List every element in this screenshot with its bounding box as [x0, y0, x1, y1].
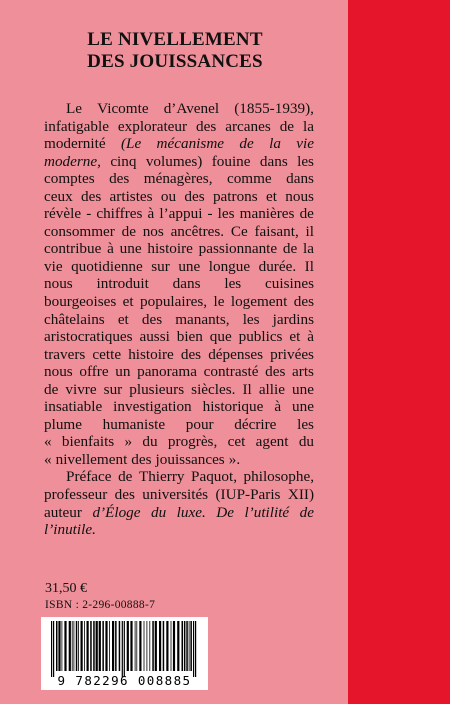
- barcode-guard-bar: [51, 621, 52, 677]
- blurb-word: la: [303, 117, 314, 135]
- blurb-word: le: [213, 293, 225, 311]
- blurb-word: De: [216, 503, 234, 521]
- blurb-line: [44, 275, 314, 293]
- barcode-bar: [76, 621, 78, 671]
- title-line-1: LE NIVELLEMENT: [87, 29, 263, 50]
- blurb-word: de: [118, 468, 133, 486]
- blurb-word: fouine: [211, 152, 251, 170]
- blurb-word: universités: [142, 486, 209, 504]
- barcode-bar: [127, 621, 129, 671]
- blurb-word: populaires,: [140, 293, 208, 311]
- blurb-word: contrasté: [203, 363, 259, 381]
- blurb-word: humaniste: [102, 415, 166, 433]
- blurb-word: mécanisme: [156, 135, 225, 153]
- blurb-line: [44, 486, 314, 504]
- blurb-word: et: [122, 293, 134, 311]
- blurb-line: [44, 433, 314, 451]
- blurb-word: ancêtres.: [170, 222, 225, 240]
- barcode-guard-bar: [124, 621, 125, 677]
- blurb-word: bienfaits: [61, 433, 115, 451]
- blurb-word: des: [293, 293, 314, 311]
- blurb-word: consommer: [44, 222, 115, 240]
- blurb-line: [44, 451, 314, 469]
- blurb-word: il: [305, 222, 314, 240]
- blurb-word: durée.: [258, 257, 297, 275]
- blurb-word: et: [117, 310, 129, 328]
- barcode-bar: [184, 621, 186, 671]
- blurb-word: patrons: [212, 187, 258, 205]
- blurb-word: et: [289, 328, 301, 346]
- barcode-bar: [135, 621, 136, 671]
- barcode-bar: [93, 621, 95, 671]
- title-line-2: DES JOUISSANCES: [87, 51, 263, 72]
- barcode-bar: [102, 621, 104, 671]
- blurb-word: des: [141, 310, 163, 328]
- barcode-bar: [152, 621, 154, 671]
- barcode-guard-bar: [193, 621, 194, 677]
- barcode-bar: [72, 621, 73, 671]
- blurb-word: Il: [304, 257, 314, 275]
- barcode-bar: [105, 621, 107, 671]
- barcode-bar: [62, 621, 63, 671]
- blurb-word: pour: [185, 415, 214, 433]
- blurb-word: moderne,: [44, 152, 101, 170]
- blurb-word: Le: [66, 100, 83, 117]
- blurb-word: que: [209, 328, 232, 346]
- blurb-line: [44, 153, 314, 171]
- blurb-word: aristocratiques: [44, 328, 133, 346]
- blurb-line: [44, 416, 314, 434]
- barcode-bar: [155, 621, 157, 671]
- blurb-word: publics: [238, 328, 283, 346]
- blurb-word: professeur: [44, 486, 108, 504]
- blurb-word: de: [121, 222, 136, 240]
- blurb-word: de: [239, 135, 254, 153]
- blurb-word: XII): [287, 486, 314, 504]
- blurb-word: insatiable: [44, 398, 103, 416]
- blurb-word: les: [224, 275, 242, 293]
- blurb-word: (Le: [120, 135, 142, 153]
- blurb-word: nivellement: [55, 450, 128, 468]
- blurb-word: nous: [44, 275, 73, 293]
- barcode-bars: [41, 617, 208, 677]
- blurb-word: ».: [228, 450, 241, 468]
- blurb-word: contribue: [44, 240, 102, 258]
- blurb-word: longue: [208, 257, 251, 275]
- blurb-word: de: [44, 380, 59, 398]
- blurb-word: vie: [296, 135, 314, 153]
- blurb-word: passionnante: [198, 240, 278, 258]
- blurb-line: [44, 398, 314, 416]
- blurb-word: arcanes: [225, 117, 271, 135]
- blurb-word: «: [44, 433, 52, 451]
- blurb-word: comme: [226, 170, 272, 188]
- blurb-word: «: [44, 450, 52, 468]
- blurb-word: sur: [151, 257, 170, 275]
- blurb-line: [44, 293, 314, 311]
- isbn-label: ISBN : 2-296-00888-7: [45, 599, 156, 611]
- blurb-word: privées: [270, 345, 314, 363]
- blurb-word: les: [242, 310, 260, 328]
- blurb-word: histoire: [128, 345, 174, 363]
- blurb-word: -: [207, 205, 213, 223]
- blurb-line: [44, 188, 314, 206]
- blurb-word: une: [178, 257, 201, 275]
- blurb-line: [44, 363, 314, 381]
- blurb-word: cuisines: [265, 275, 314, 293]
- blurb-word: une: [292, 380, 314, 398]
- blurb-word: nous: [44, 363, 73, 381]
- blurb-word: de: [282, 240, 298, 258]
- blurb-word: la: [303, 240, 314, 258]
- barcode-bar: [99, 621, 101, 671]
- barcode-bar: [64, 621, 66, 671]
- barcode: [41, 617, 208, 690]
- barcode-bar: [119, 621, 121, 671]
- blurb-line: [44, 521, 314, 539]
- barcode-bar: [173, 621, 175, 671]
- blurb-word: infatigable: [44, 117, 109, 135]
- blurb-line: [44, 311, 314, 329]
- blurb-word: travers: [44, 345, 86, 363]
- blurb-word: l’utilité: [244, 503, 290, 521]
- blurb-word: châtelains: [44, 310, 105, 328]
- blurb-word: des: [109, 170, 130, 188]
- blurb-word: agent: [255, 433, 289, 451]
- blurb-word: l’inutile.: [44, 521, 96, 539]
- blurb-line: [44, 240, 314, 258]
- blurb-word: investigation: [113, 398, 192, 416]
- blurb-word: dépenses: [208, 345, 264, 363]
- barcode-guard-bar: [122, 621, 123, 677]
- blurb-word: du: [298, 433, 314, 451]
- barcode-bar: [58, 621, 60, 671]
- barcode-bar: [186, 621, 188, 671]
- barcode-bar: [87, 621, 89, 671]
- blurb-word: Vicomte: [97, 100, 149, 117]
- blurb-word: nous: [285, 187, 314, 205]
- blurb-word: à: [274, 398, 282, 416]
- blurb-word: et: [265, 187, 277, 205]
- blurb-line: [44, 205, 314, 223]
- blurb-word: des: [80, 187, 102, 205]
- blurb-word: plume: [44, 415, 82, 433]
- blurb-word: jardins: [272, 310, 314, 328]
- blurb-word: dans: [172, 275, 201, 293]
- blurb-line: [44, 223, 314, 241]
- barcode-guard-bar: [53, 621, 54, 677]
- blurb-word: nos: [142, 222, 164, 240]
- blurb-word: du: [142, 433, 158, 451]
- barcode-bar: [69, 621, 71, 671]
- blurb-text: [44, 100, 314, 539]
- blurb-word: à: [107, 240, 114, 258]
- blurb-word: bien: [176, 328, 203, 346]
- blurb-word: plusieurs: [129, 380, 185, 398]
- barcode-bar: [139, 621, 141, 671]
- blurb-word: logement: [230, 293, 288, 311]
- blurb-word: des: [180, 345, 202, 363]
- blurb-word: des: [196, 117, 217, 135]
- blurb-word: explorateur: [117, 117, 188, 135]
- blurb-word: vivre: [65, 380, 97, 398]
- blurb-word: les: [297, 415, 314, 433]
- red-side-band: [348, 0, 450, 704]
- blurb-word: luxe.: [176, 503, 206, 521]
- blurb-line: [44, 100, 314, 118]
- blurb-word: d’Avenel: [163, 100, 220, 117]
- blurb-word: Thierry: [138, 468, 185, 486]
- blurb-word: quotidienne: [71, 257, 143, 275]
- blurb-word: vie: [44, 257, 63, 275]
- barcode-bar: [84, 621, 85, 671]
- blurb-word: à: [147, 205, 155, 223]
- barcode-bar: [144, 621, 145, 671]
- blurb-word: cet: [227, 433, 246, 451]
- blurb-word: les: [297, 152, 314, 170]
- barcode-bar: [177, 621, 179, 671]
- blurb-word: cinq: [110, 152, 137, 170]
- barcode-bar: [74, 621, 75, 671]
- price-label: 31,50 €: [45, 581, 87, 596]
- barcode-guard-bar: [195, 621, 196, 677]
- blurb-word: à: [307, 328, 314, 346]
- blurb-word: ceux: [44, 187, 73, 205]
- blurb-word: une: [119, 240, 142, 258]
- blurb-word: -: [86, 205, 92, 223]
- blurb-word: Ce: [230, 222, 248, 240]
- blurb-line: [44, 468, 314, 486]
- blurb-word: allie: [258, 380, 285, 398]
- blurb-word: modernité: [44, 135, 106, 153]
- barcode-bar: [147, 621, 148, 671]
- barcode-bar: [78, 621, 79, 671]
- blurb-word: ou: [160, 187, 177, 205]
- blurb-word: dans: [259, 152, 288, 170]
- blurb-line: [44, 118, 314, 136]
- blurb-word: arts: [292, 363, 314, 381]
- blurb-word: philosophe,: [243, 468, 314, 486]
- blurb-word: sur: [103, 380, 123, 398]
- blurb-word: »: [124, 433, 133, 451]
- blurb-word: manières: [239, 205, 295, 223]
- barcode-bar: [96, 621, 98, 671]
- blurb-word: du: [151, 503, 167, 521]
- barcode-bar: [56, 621, 58, 671]
- barcode-bar: [130, 621, 132, 671]
- blurb-line: [44, 328, 314, 346]
- blurb-word: ménagères,: [143, 170, 213, 188]
- blurb-word: historique: [202, 398, 264, 416]
- blurb-word: faisant,: [254, 222, 299, 240]
- barcode-bar: [182, 621, 184, 671]
- blurb-word: cette: [92, 345, 122, 363]
- barcode-digits: 9 782296 008885: [57, 673, 192, 688]
- blurb-word: jouissances: [155, 450, 225, 468]
- blurb-word: la: [269, 135, 281, 153]
- barcode-bar: [112, 621, 114, 671]
- blurb-word: des: [265, 363, 286, 381]
- blurb-word: de: [279, 117, 295, 135]
- blurb-word: Préface: [66, 468, 112, 486]
- blurb-word: décrire: [234, 415, 277, 433]
- barcode-bar: [149, 621, 150, 671]
- barcode-bar: [81, 621, 83, 671]
- blurb-word: l’appui: [159, 205, 203, 223]
- blurb-word: offre: [79, 363, 109, 381]
- barcode-bar: [136, 621, 137, 671]
- barcode-bar: [190, 621, 192, 671]
- barcode-bar: [159, 621, 161, 671]
- blurb-word: des: [131, 450, 152, 468]
- blurb-word: chiffres: [96, 205, 143, 223]
- blurb-line: [44, 381, 314, 399]
- barcode-bar: [163, 621, 165, 671]
- blurb-word: histoire: [147, 240, 193, 258]
- blurb-word: siècles.: [191, 380, 236, 398]
- blurb-word: auteur: [44, 503, 82, 521]
- blurb-word: aussi: [139, 328, 170, 346]
- blurb-word: de: [299, 503, 314, 521]
- blurb-word: de: [299, 205, 314, 223]
- blurb-word: révèle: [44, 205, 82, 223]
- blurb-line: [44, 135, 314, 153]
- blurb-word: dans: [286, 170, 314, 188]
- blurb-line: [44, 258, 314, 276]
- blurb-line: [44, 170, 314, 188]
- barcode-bar: [171, 621, 172, 671]
- blurb-line: [44, 346, 314, 364]
- blurb-word: une: [292, 398, 314, 416]
- blurb-word: des: [184, 187, 205, 205]
- blurb-word: manants,: [175, 310, 230, 328]
- blurb-word: comptes: [44, 170, 95, 188]
- blurb-word: (1855-1939),: [234, 100, 314, 117]
- blurb-word: les: [217, 205, 235, 223]
- book-title: [40, 29, 310, 73]
- blurb-word: (IUP-Paris: [215, 486, 281, 504]
- blurb-word: un: [115, 363, 131, 381]
- blurb-word: d’Éloge: [92, 503, 141, 521]
- barcode-bar: [189, 621, 190, 671]
- blurb-word: des: [114, 486, 135, 504]
- blurb-word: panorama: [137, 363, 197, 381]
- barcode-bar: [115, 621, 117, 671]
- barcode-bar: [90, 621, 92, 671]
- blurb-word: Paquot,: [191, 468, 238, 486]
- blurb-word: volumes): [145, 152, 203, 170]
- blurb-word: progrès,: [167, 433, 218, 451]
- barcode-bar: [109, 621, 110, 671]
- blurb-line: [44, 504, 314, 522]
- blurb-word: bourgeoises: [44, 293, 117, 311]
- barcode-bar: [166, 621, 168, 671]
- blurb-word: Il: [242, 380, 252, 398]
- blurb-word: artistes: [109, 187, 153, 205]
- blurb-word: introduit: [96, 275, 149, 293]
